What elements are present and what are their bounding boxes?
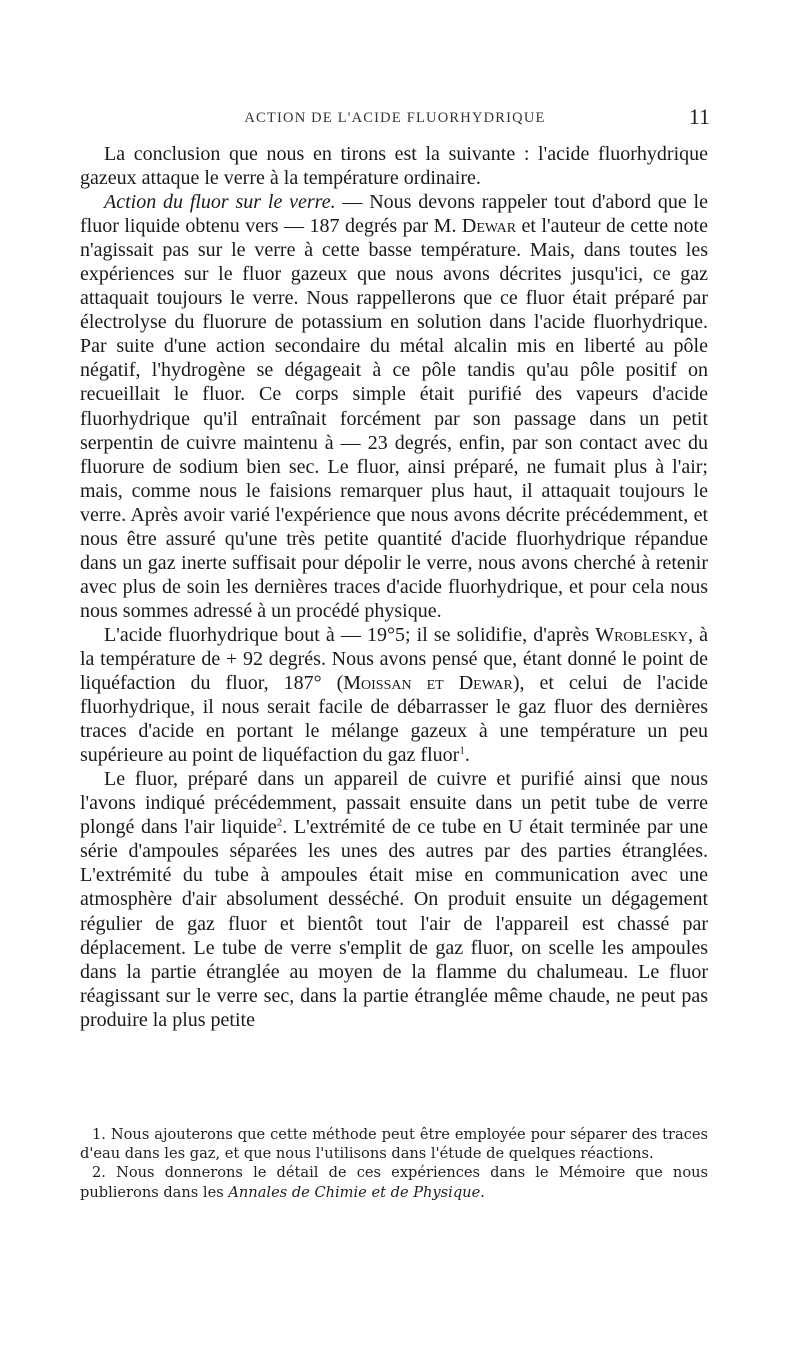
paragraph-text: . (464, 744, 470, 767)
page-number: 11 (688, 104, 710, 129)
footnote-text: . (480, 1183, 485, 1201)
section-title: Action du fluor sur le verre. (104, 191, 336, 214)
author-name: Moissan et Dewar (343, 672, 513, 695)
author-name: Dewar (461, 215, 517, 238)
paragraph-text: et l'auteur de cette note n'agissait pas sur le verre à cette basse température. Mais, dans toutes les expériences sur le fluor gazeux que nous avons décrites jusqu'ici, ce gaz attaquait toujours le verre. Nous rappellerons que ce fluor était préparé par électrolyse du fluorure de potassium en solution dans l'acide fluorhydrique. Par suite d'une action secondaire du métal alcalin mis en liberté au pôle négatif, l'hydrogène se dégageait à ce pôle tandis qu'au pôle positif on recueillait le fluor. Ce corps simple était purifié des vapeurs d'acide fluorhydrique qu'il entraînait forcément par son passage dans un petit serpentin de cuivre maintenu à — 23 degrés, enfin, par son contact avec du fluorure de sodium bien sec. Le fluor, ainsi préparé, ne fumait plus à l'air; mais, comme nous le faisions remarquer plus haut, il attaquait toujours le verre. Après avoir varié l'expérience que nous avons décrite précédemment, et nous être assuré qu'une très petite quantité d'acide fluorhydrique répandue dans un gaz inerte suffisait pour dépolir le verre, nous avons cherché à retenir avec plus de soin les dernières traces d'acide fluorhydrique, et pour cela nous nous sommes adressé à un procédé physique. (80, 215, 708, 622)
paragraph-action-fluor (80, 190, 708, 623)
paragraph-text: ), et celui de l'acide fluorhydrique, il nous serait facile de débarrasser le gaz fluor des dernières traces d'acide en portant le mélange gazeux à une température un peu supérieure au point de liquéfaction du gaz fluor (80, 672, 708, 767)
paragraph-text: Le fluor, préparé dans un appareil de cuivre et purifié ainsi que nous l'avons indiqué précédemment, passait ensuite dans un petit tube de verre plongé dans l'air liquide (80, 768, 708, 839)
body-text (80, 142, 708, 1032)
footnote-ref: 1 (459, 744, 465, 757)
footnote-text: 2. Nous donnerons le détail de ces expériences dans le Mémoire que nous publierons dans les (80, 1164, 708, 1201)
paragraph-text: La conclusion que nous en tirons est la suivante : l'acide fluorhydrique gazeux attaque le verre à la température ordinaire. (80, 143, 708, 190)
author-name: Wroblesky (595, 623, 688, 646)
running-header (80, 104, 710, 134)
paragraph-acide-bout (80, 623, 708, 767)
paragraph-text: — Nous devons rappeler tout d'abord que le fluor liquide obtenu vers — 187 degrés par M. (80, 191, 708, 238)
footnote-1: 1. Nous ajouterons que cette méthode peut être employée pour séparer des traces d'eau dans les gaz, et que nous l'utilisons dans l'étude de quelques réactions. (80, 1126, 708, 1163)
footnote-2 (80, 1163, 708, 1201)
footnote-ref: 2 (276, 816, 283, 829)
paragraph-text: , à la température de + 92 degrés. Nous avons pensé que, étant donné le point de liquéfaction du fluor, 187° ( (80, 623, 708, 695)
paragraph-text: . L'extrémité de ce tube en U était terminée par une série d'ampoules séparées les unes des autres par des parties étranglées. L'extrémité du tube à ampoules était mise en communication avec une atmosphère d'air absolument desséché. On produit ensuite un dégagement régulier de gaz fluor et bientôt tout l'air de l'appareil est chassé par déplacement. Le tube de verre s'emplit de gaz fluor, on scelle les ampoules dans la partie étranglée au moyen de la flamme du chalumeau. Le fluor réagissant sur le verre sec, dans la partie étranglée même chaude, ne peut pas produire la plus petite (80, 816, 708, 1031)
footnotes (80, 1125, 708, 1202)
journal-title: Annales de Chimie et de Physique (228, 1183, 481, 1201)
paragraph-conclusion (80, 142, 708, 190)
paragraph-text: L'acide fluorhydrique bout à — 19°5; il se solidifie, d'après (104, 623, 596, 646)
running-title: ACTION DE L'ACIDE FLUORHYDRIQUE (244, 110, 546, 126)
paragraph-fluor-prepare (80, 767, 708, 1032)
